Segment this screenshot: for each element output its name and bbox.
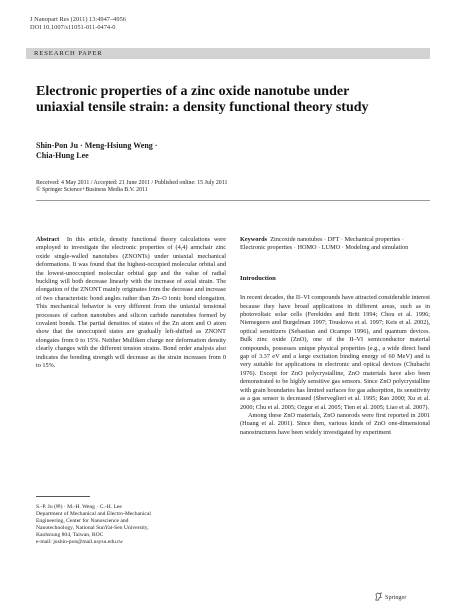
publisher-name: Springer (385, 594, 407, 601)
springer-horse-icon (374, 592, 383, 601)
abstract-text: In this article, density functional theory calculations were employed to investigate the electronic properties of (4,4) armchair zinc oxide single-walled nanotubes (ZNONTs) under uniaxial mechanical deformations. It was found that the highest-occupied molecular orbital and the lowest-unoccupied molecular orbital gap and the value of radial buckling will both decrease linearly with the increase of axial strain. The elongation of the ZNONT mainly originates from the decrease and increase of two characteristic bond angles rather than Zn–O ionic bond elongation. This mechanical behavior is very different from the uniaxial tensional processes of carbon nanotubes and silicon carbide nanotubes formed by covalent bonds. The partial densities of states of the Zn atom and O atom show that the unoccupied states are gradually left-shifted as ZNONT elongates from 0 to 15%. Neither Mulliken charge nor deformation density clearly changes with the different tension strains. Bond order analysis also indicates the bonding strength will decrease as the strain increases from 0 to 15%. (36, 236, 227, 370)
article-type-banner: RESEARCH PAPER (26, 48, 430, 59)
affiliation-city: Kaohsiung 804, Taiwan, ROC (36, 531, 104, 538)
footnote-divider (36, 496, 90, 497)
abstract-section (36, 236, 226, 371)
author-line-1: Shin-Pon Ju · Meng-Hsiung Weng · (36, 141, 158, 150)
publication-history: Received: 4 May 2011 / Accepted: 21 June 2011 / Published online: 15 July 2011 (36, 180, 228, 186)
introduction-heading: Introduction (240, 274, 276, 282)
paper-title: Electronic properties of a zinc oxide nanotube under uniaxial tensile strain: a density functional theory study (36, 84, 369, 115)
header-divider (36, 200, 430, 201)
affiliation-email[interactable]: e-mail: jushin-pon@mail.nsysu.edu.tw (36, 538, 123, 545)
introduction-paragraph-1: In recent decades, the II–VI compounds have attracted considerable interest because they have broad applications in different areas, such as in photovoltaic solar cells (Ferekides and Britt 1994; Chou et al. 1996; Niemegeers and Burgelman 1997; Touskova et al. 1997; Keis et al. 2002), optical sensitizers (Sebastian and Ocampo 1996), and quantum devices. Bulk zinc oxide (ZnO), one of the II–VI semiconductor material compounds, possesses unique physical properties (e.g., a wide direct band gap of 3.37 eV and a large excitation binding energy of 60 MeV) and is very suitable for applications in electronic and optical devices (Chubachi 1976). Except for ZnO polycrystalline, ZnO materials have also been demonstrated to be highly sensitive gas sensors. Since ZnO polycrystalline with grain boundaries has limited surfaces for gas adsorption, its sensitivity as a gas sensor is decreased (Sberveglieri et al. 1995; Rao 2000; Xu et al. 2000; Chu et al. 2005; Ozgur et al. 2005; Tien et al. 2005; Liao et al. 2007). (240, 294, 430, 411)
publisher-footer (374, 592, 406, 602)
right-column (240, 236, 430, 437)
author-line-2: Chia-Hung Lee (36, 151, 89, 160)
journal-header (30, 16, 126, 33)
abstract-label: Abstract (36, 236, 60, 243)
keywords-label: Keywords (240, 236, 268, 243)
copyright-notice: © Springer Science+Business Media B.V. 2011 (36, 187, 148, 194)
introduction-paragraph-2: Among these ZnO materials, ZnO nanorods were first reported in 2001 (Huang et al. 2001). Since then, various kinds of ZnO one-dimensional nanostructures have been widely investigated by experiment (240, 411, 430, 436)
keywords-text: Zincoxide nanotubes · DFT · Mechanical properties · Electronic properties · HOMO · LUMO · Modeling and simulation (240, 236, 409, 252)
affiliation-center: Engineering, Center for Nanoscience and (36, 517, 129, 524)
affiliation-university: Nanotechnology, National SunYat-Sen University, (36, 524, 149, 531)
author-list (36, 141, 157, 161)
journal-doi: DOI 10.1007/s11051-011-0474-0 (30, 24, 116, 32)
publication-dates (36, 180, 227, 195)
affiliation-authors: S.-P. Ju (✉) · M.-H. Weng · C.-H. Lee (36, 504, 122, 510)
affiliation-department: Department of Mechanical and Electro-Mechanical (36, 510, 151, 517)
journal-citation: J Nanopart Res (2011) 13:4947–4956 (30, 16, 126, 23)
author-affiliation (36, 504, 226, 545)
